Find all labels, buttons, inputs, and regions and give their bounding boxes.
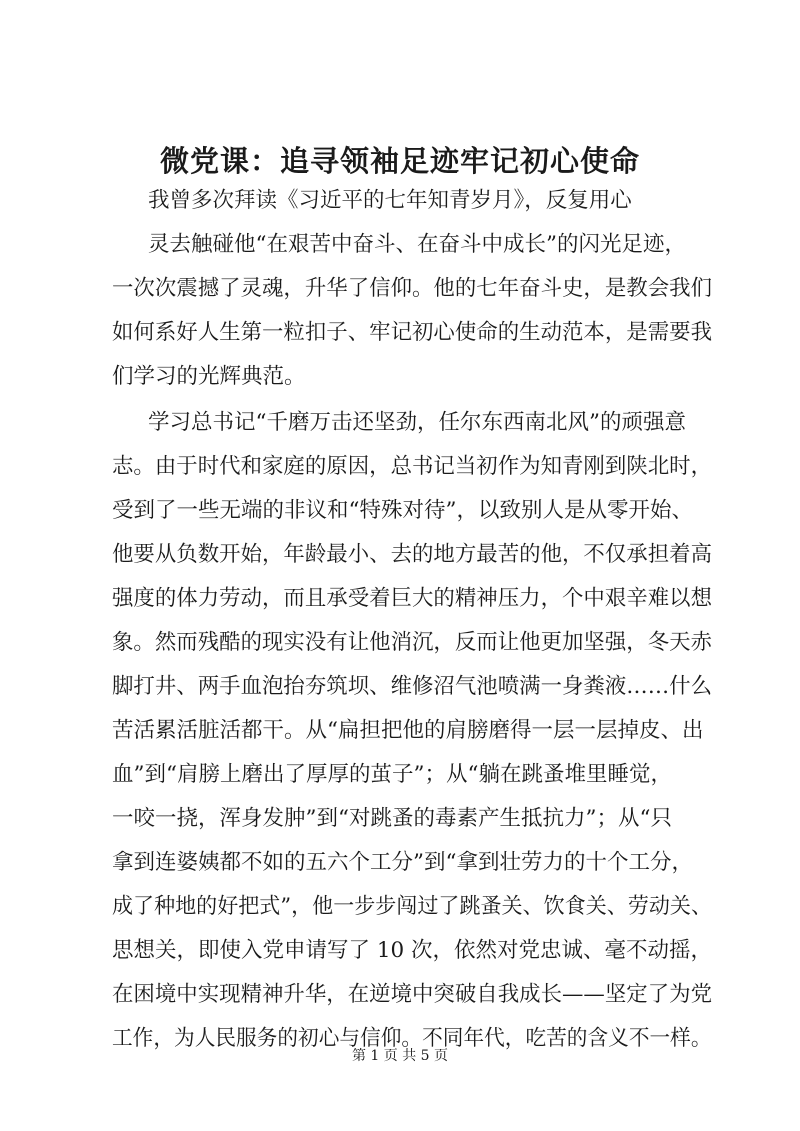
paragraph-line: 血”到“肩膀上磨出了厚厚的茧子”；从“躺在跳蚤堆里睡觉， [112,762,672,787]
document-title: 微党课：追寻领袖足迹牢记初心使命 [159,144,640,178]
paragraph-line: 他要从负数开始，年龄最小、去的地方最苦的他，不仅承担着高 [112,542,713,567]
page-footer: 第 1 页 共 5 页 [351,1048,449,1064]
paragraph-line: 一次次震撼了灵魂，升华了信仰。他的七年奋斗史，是教会我们 [112,276,713,301]
paragraph-line: 如何系好人生第一粒扣子、牢记初心使命的生动范本，是需要我 [112,320,713,345]
paragraph-line: 志。由于时代和家庭的原因，总书记当初作为知青刚到陕北时， [112,454,713,479]
paragraph-line: 灵去触碰他“在艰苦中奋斗、在奋斗中成长”的闪光足迹， [148,232,686,257]
paragraph-line: 们学习的光辉典范。 [112,364,306,389]
paragraph-line: 我曾多次拜读《习近平的七年知青岁月》，反复用心 [148,188,632,213]
paragraph-line: 一咬一挠，浑身发肿”到“对跳蚤的毒素产生抵抗力”；从“只 [112,806,672,831]
paragraph-line: 思想关，即使入党申请写了 10 次，依然对党忠诚、毫不动摇， [112,938,713,963]
paragraph-line: 象。然而残酷的现实没有让他消沉，反而让他更加坚强，冬天赤 [112,630,713,655]
paragraph-line: 苦活累活脏活都干。从“扁担把他的肩膀磨得一层一层掉皮、出 [112,718,704,743]
paragraph-line: 强度的体力劳动，而且承受着巨大的精神压力，个中艰辛难以想 [112,586,713,611]
paragraph-line: 在困境中实现精神升华，在逆境中突破自我成长——坚定了为党 [112,982,713,1007]
paragraph-line: 脚打井、两手血泡抬夯筑坝、维修沼气池喷满一身粪液……什么 [112,674,713,699]
paragraph-line: 学习总书记“千磨万击还坚劲，任尔东西南北风”的顽强意 [148,410,686,435]
paragraph-line: 受到了一些无端的非议和“特殊对待”，以致别人是从零开始、 [112,498,693,523]
paragraph-line: 工作，为人民服务的初心与信仰。不同年代，吃苦的含义不一样。 [112,1026,712,1051]
paragraph-line: 成了种地的好把式”，他一步步闯过了跳蚤关、饮食关、劳动关、 [112,894,712,919]
paragraph-line: 拿到连婆姨都不如的五六个工分”到“拿到壮劳力的十个工分， [112,850,693,875]
